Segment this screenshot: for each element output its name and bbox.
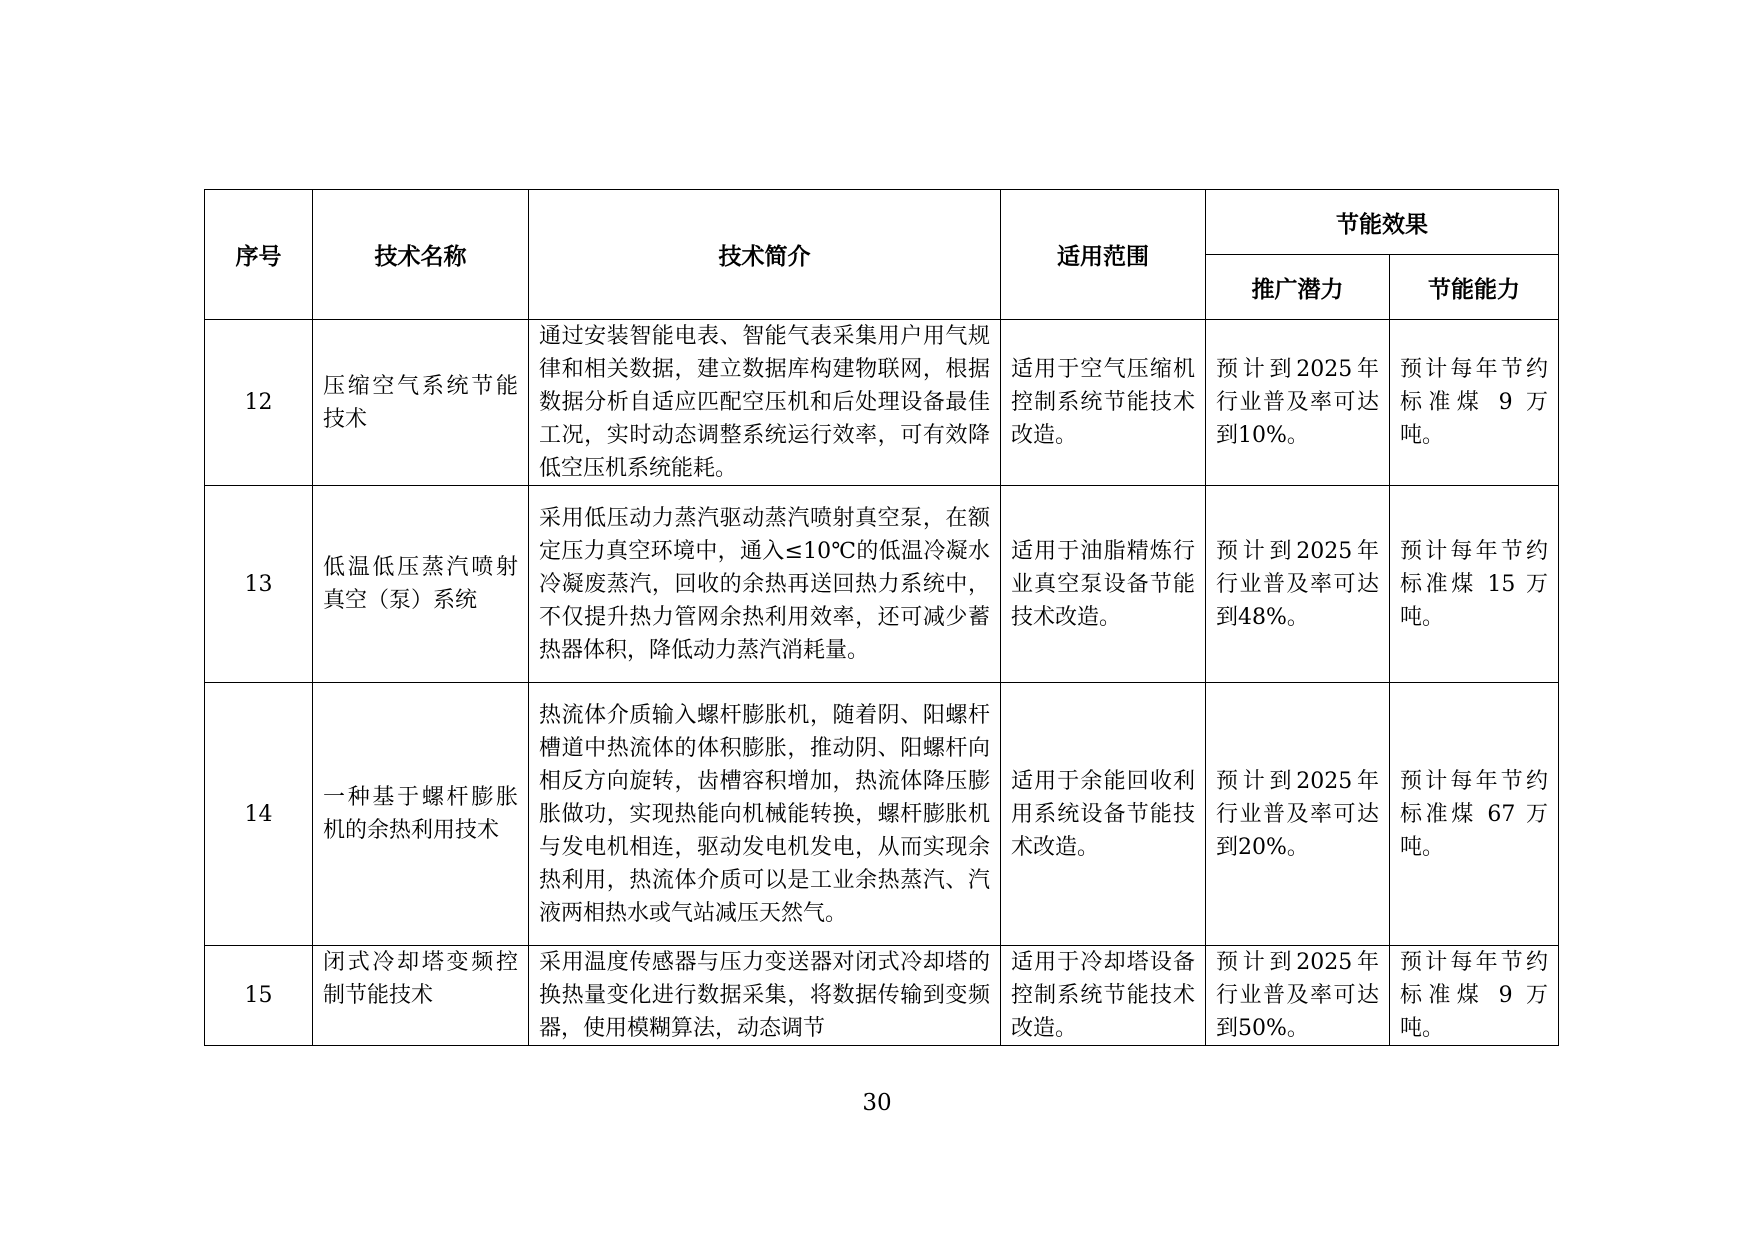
cell-intro: 采用低压动力蒸汽驱动蒸汽喷射真空泵，在额定压力真空环境中，通入≤10℃的低温冷凝水冷凝废蒸汽，回收的余热再送回热力系统中，不仅提升热力管网余热利用效率，还可减少蓄热器体积，降低动力蒸汽消耗量。: [529, 486, 1001, 683]
cell-potential: 预计到2025年行业普及率可达到48%。: [1206, 486, 1390, 683]
technology-table: [204, 189, 1559, 1046]
header-effect: 节能效果: [1206, 190, 1559, 255]
cell-name: 压缩空气系统节能技术: [313, 320, 529, 486]
cell-scope: 适用于油脂精炼行业真空泵设备节能技术改造。: [1001, 486, 1206, 683]
cell-name: 闭式冷却塔变频控制节能技术: [313, 946, 529, 1046]
table-row: [205, 486, 1559, 683]
cell-capacity: 预计每年节约标准煤 15 万吨。: [1390, 486, 1559, 683]
header-capacity: 节能能力: [1390, 255, 1559, 320]
cell-intro: 热流体介质输入螺杆膨胀机，随着阴、阳螺杆槽道中热流体的体积膨胀，推动阴、阳螺杆向相反方向旋转，齿槽容积增加，热流体降压膨胀做功，实现热能向机械能转换，螺杆膨胀机与发电机相连，驱动发电机发电，从而实现余热利用，热流体介质可以是工业余热蒸汽、汽液两相热水或气站减压天然气。: [529, 683, 1001, 946]
header-potential: 推广潜力: [1206, 255, 1390, 320]
cell-scope: 适用于冷却塔设备控制系统节能技术改造。: [1001, 946, 1206, 1046]
cell-no: 15: [205, 946, 313, 1046]
cell-capacity: 预计每年节约标准煤 9 万吨。: [1390, 946, 1559, 1046]
header-intro: 技术简介: [529, 190, 1001, 320]
table-row: [205, 683, 1559, 946]
cell-no: 14: [205, 683, 313, 946]
cell-no: 12: [205, 320, 313, 486]
cell-scope: 适用于余能回收利用系统设备节能技术改造。: [1001, 683, 1206, 946]
header-scope: 适用范围: [1001, 190, 1206, 320]
cell-name: 低温低压蒸汽喷射真空（泵）系统: [313, 486, 529, 683]
table-row: [205, 946, 1559, 1046]
cell-intro: 采用温度传感器与压力变送器对闭式冷却塔的换热量变化进行数据采集，将数据传输到变频器，使用模糊算法，动态调节: [529, 946, 1001, 1046]
cell-scope: 适用于空气压缩机控制系统节能技术改造。: [1001, 320, 1206, 486]
cell-potential: 预计到2025年行业普及率可达到20%。: [1206, 683, 1390, 946]
cell-name: 一种基于螺杆膨胀机的余热利用技术: [313, 683, 529, 946]
header-no: 序号: [205, 190, 313, 320]
cell-no: 13: [205, 486, 313, 683]
cell-potential: 预计到2025年行业普及率可达到50%。: [1206, 946, 1390, 1046]
page-number: 30: [862, 1090, 892, 1116]
header-name: 技术名称: [313, 190, 529, 320]
cell-potential: 预计到2025年行业普及率可达到10%。: [1206, 320, 1390, 486]
header-row: [205, 190, 1559, 255]
cell-capacity: 预计每年节约标准煤 67 万吨。: [1390, 683, 1559, 946]
cell-capacity: 预计每年节约标准煤 9 万吨。: [1390, 320, 1559, 486]
cell-intro: 通过安装智能电表、智能气表采集用户用气规律和相关数据，建立数据库构建物联网，根据数据分析自适应匹配空压机和后处理设备最佳工况，实时动态调整系统运行效率，可有效降低空压机系统能耗。: [529, 320, 1001, 486]
table-row: [205, 320, 1559, 486]
